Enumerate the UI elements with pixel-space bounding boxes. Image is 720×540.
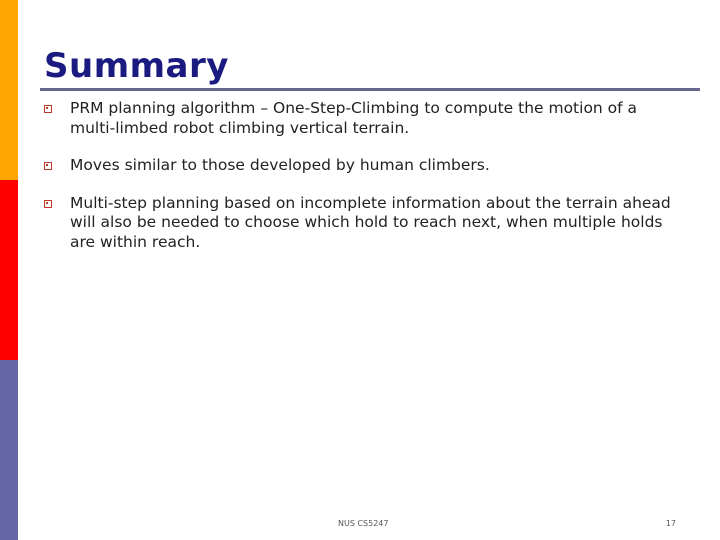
- title-underline: [40, 88, 700, 91]
- bullet-text: Moves similar to those developed by human climbers.: [70, 156, 490, 174]
- bullet-list: [44, 99, 684, 252]
- square-bullet-icon: [44, 200, 52, 208]
- sidebar-red-segment: [0, 180, 18, 360]
- bullet-text: Multi-step planning based on incomplete information about the terrain ahead will also be needed to choose which hold to reach next, when multiple holds are within reach.: [70, 193, 671, 251]
- bullet-item: [44, 156, 684, 176]
- footer-course-label: NUS CS5247: [338, 519, 389, 528]
- square-bullet-icon: [44, 162, 52, 170]
- sidebar-orange-segment: [0, 0, 18, 180]
- bullet-text: PRM planning algorithm – One-Step-Climbing to compute the motion of a multi-limbed robot climbing vertical terrain.: [70, 99, 638, 137]
- square-bullet-icon: [44, 105, 52, 113]
- sidebar-color-bar: [0, 0, 18, 540]
- slide-title: Summary: [44, 46, 229, 86]
- footer-page-number: 17: [665, 519, 676, 528]
- bullet-item: [44, 194, 684, 253]
- sidebar-blue-segment: [0, 360, 18, 540]
- bullet-item: [44, 99, 684, 138]
